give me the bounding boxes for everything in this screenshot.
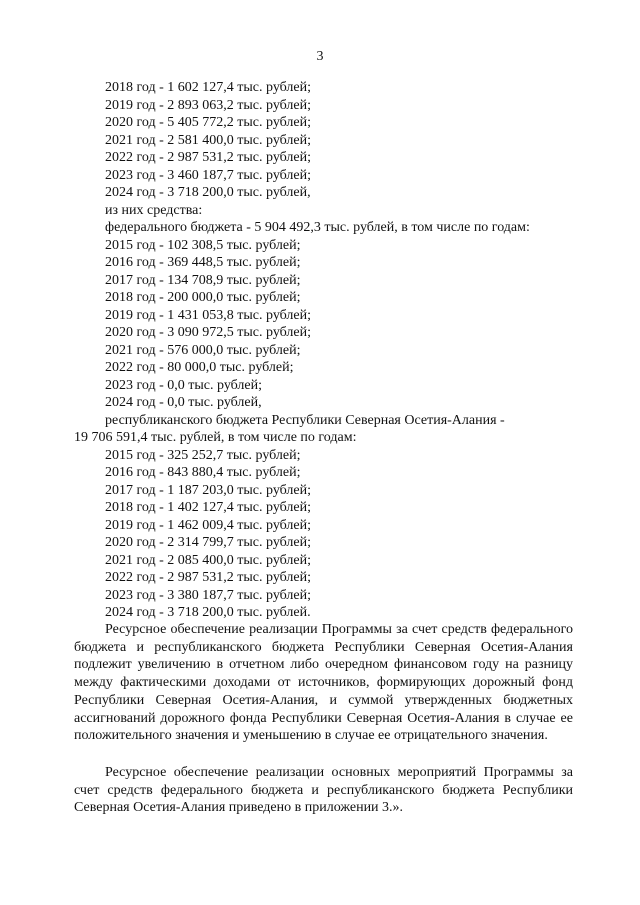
text-line: 2021 год - 2 581 400,0 тыс. рублей; — [105, 133, 312, 148]
body-paragraph — [74, 621, 573, 745]
text-line: 2016 год - 843 880,4 тыс. рублей; — [105, 465, 301, 480]
text-line: 2016 год - 369 448,5 тыс. рублей; — [105, 255, 301, 270]
text-line: из них средства: — [105, 203, 203, 218]
text-line: 2024 год - 0,0 тыс. рублей, — [105, 395, 262, 410]
text-line: 2022 год - 80 000,0 тыс. рублей; — [105, 360, 294, 375]
text-line: 2024 год - 3 718 200,0 тыс. рублей, — [105, 185, 311, 200]
text-line: 2023 год - 3 380 187,7 тыс. рублей; — [105, 588, 312, 603]
text-line: 2019 год - 2 893 063,2 тыс. рублей; — [105, 98, 312, 113]
page-number: 3 — [316, 49, 324, 64]
text-line: 2015 год - 325 252,7 тыс. рублей; — [105, 448, 301, 463]
body-paragraph — [74, 764, 573, 817]
paragraph-resource-appendix: Ресурсное обеспечение реализации основных мероприятий Программы за счет средств федерального бюджета и республиканского бюджета Республики Северная Осетия-Алания приведено в приложении 3.». — [74, 765, 573, 816]
text-line: 2021 год - 2 085 400,0 тыс. рублей; — [105, 553, 312, 568]
paragraph-resource-increase: Ресурсное обеспечение реализации Программы за счет средств федерального бюджета и республиканского бюджета Республики Северная Осетия-Алания подлежит увеличению в отчетном либо очередном финансовом году на разницу между фактическими доходами от источников, формирующих дорожный фонд Республики Северная Осетия-Алания, и суммой утвержденных бюджетных ассигнований дорожного фонда Республики Северная Осетия-Алания в случае ее положительного значения и уменьшению в случае ее отрицательного значения. — [74, 622, 573, 744]
text-line: 2019 год - 1 462 009,4 тыс. рублей; — [105, 518, 312, 533]
text-line: 2023 год - 3 460 187,7 тыс. рублей; — [105, 168, 312, 183]
text-line: 2017 год - 1 187 203,0 тыс. рублей; — [105, 483, 312, 498]
text-line: 2018 год - 200 000,0 тыс. рублей; — [105, 290, 301, 305]
text-line: 2021 год - 576 000,0 тыс. рублей; — [105, 343, 301, 358]
text-line: 19 706 591,4 тыс. рублей, в том числе по годам: — [74, 430, 357, 445]
text-line: 2015 год - 102 308,5 тыс. рублей; — [105, 238, 301, 253]
text-line: федерального бюджета - 5 904 492,3 тыс. рублей, в том числе по годам: — [105, 220, 530, 235]
text-line: 2018 год - 1 602 127,4 тыс. рублей; — [105, 80, 312, 95]
text-line: 2018 год - 1 402 127,4 тыс. рублей; — [105, 500, 312, 515]
text-line: 2022 год - 2 987 531,2 тыс. рублей; — [105, 570, 312, 585]
text-line: 2019 год - 1 431 053,8 тыс. рублей; — [105, 308, 312, 323]
text-line: 2023 год - 0,0 тыс. рублей; — [105, 378, 263, 393]
text-line: 2022 год - 2 987 531,2 тыс. рублей; — [105, 150, 312, 165]
text-line: 2024 год - 3 718 200,0 тыс. рублей. — [105, 605, 311, 620]
text-line: 2020 год - 3 090 972,5 тыс. рублей; — [105, 325, 312, 340]
text-line: республиканского бюджета Республики Северная Осетия-Алания - — [105, 413, 505, 428]
text-line: 2020 год - 5 405 772,2 тыс. рублей; — [105, 115, 312, 130]
text-line: 2020 год - 2 314 799,7 тыс. рублей; — [105, 535, 312, 550]
text-line: 2017 год - 134 708,9 тыс. рублей; — [105, 273, 301, 288]
